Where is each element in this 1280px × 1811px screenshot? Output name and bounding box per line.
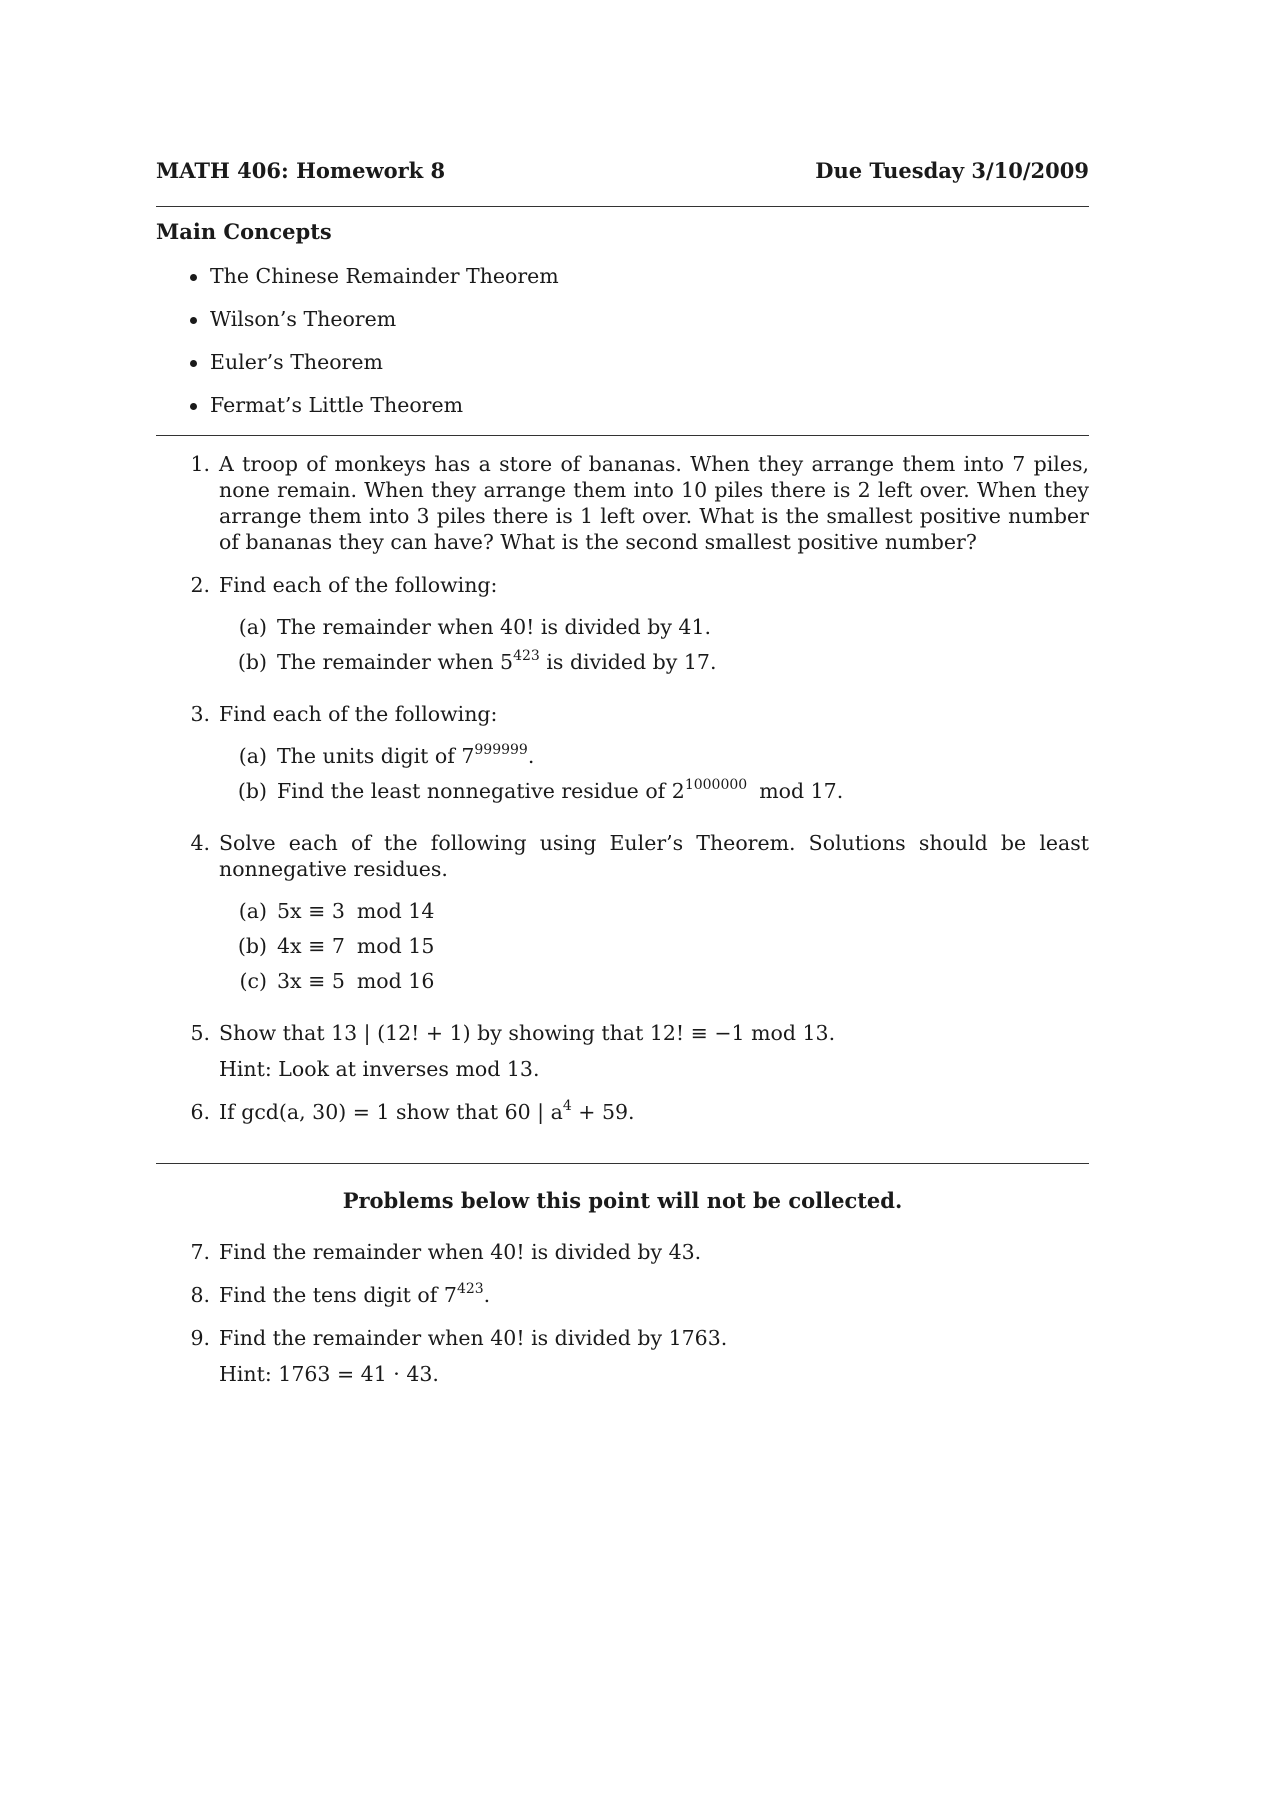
page-header [156,158,1089,188]
concept-item: Euler’s Theorem [156,349,1089,375]
problem-list [156,451,1089,1125]
not-collected-note: Problems below this point will not be collected. [342,1188,903,1213]
problem-number: 5. [190,1021,210,1045]
concept-item: The Chinese Remainder Theorem [156,263,1089,289]
problem-1 [156,451,1089,555]
exponent: 423 [513,648,540,664]
problem-2 [156,572,1089,684]
problem-8 [156,1282,1089,1308]
exponent: 999999 [474,742,528,758]
subpart-a [219,614,1089,640]
problem-text: Solve each of the following using Euler’s Theorem. Solutions should be least nonnegative residues. [219,831,1089,881]
subpart-list [219,743,1089,804]
problem-7 [156,1239,1089,1265]
congruence: 5x ≡ 3 [277,899,345,923]
course-title: MATH 406: Homework 8 [156,158,446,183]
subpart-label: (b) [237,650,267,674]
subpart-list [219,614,1089,675]
subpart-a [219,743,1089,769]
problem-text: If gcd(a, 30) = 1 show that 60 | $a^4 + 59$. [219,1098,635,1124]
modulus: mod 16 [356,969,435,993]
concepts-list [156,263,1089,418]
subpart-label: (c) [239,969,267,993]
modulus: mod 14 [356,899,435,923]
problem-3 [156,701,1089,813]
subpart-c [219,968,1089,994]
header-divider [156,206,1089,207]
problem-text: Find each of the following: [219,573,498,597]
subpart-b [219,649,1089,675]
subpart-label: (a) [238,899,267,923]
problem-number: 4. [190,831,210,855]
problem-number: 6. [190,1100,210,1124]
problem-number: 2. [190,573,210,597]
subpart-label: (b) [237,934,267,958]
subpart-label: (a) [238,615,267,639]
problem-6 [156,1099,1089,1125]
concept-item: Fermat’s Little Theorem [156,392,1089,418]
subpart-text: The remainder when 40! is divided by 41. [277,615,712,639]
problem-text: Find the remainder when 40! is divided by 43. [219,1240,702,1264]
subpart-b [219,778,1089,804]
problem-text: Find the remainder when 40! is divided by 1763. [219,1326,728,1350]
due-date: Due Tuesday 3/10/2009 [815,158,1089,183]
exponent: 423 [456,1281,484,1297]
exponent: 4 [562,1098,572,1114]
subpart-text: The units digit of $7^{999999}$. [277,742,535,768]
problem-text: Find each of the following: [219,702,498,726]
problem-text: Find the tens digit of $7^{423}$. [219,1281,491,1307]
congruence: 3x ≡ 5 [277,969,345,993]
subpart-text: Find the least nonnegative residue of $2^{1000000}$ mod 17. [277,777,844,803]
problem-hint: Hint: 1763 = 41 · 43. [219,1362,439,1386]
subpart-a [219,898,1089,924]
modulus: mod 15 [356,934,435,958]
congruence: 4x ≡ 7 [277,934,345,958]
problem-number: 3. [190,702,210,726]
problem-5 [156,1020,1089,1082]
subpart-text: The remainder when $5^{423}$ is divided by 17. [277,648,717,674]
problem-9 [156,1325,1089,1387]
homework-page [156,158,1089,1404]
problem-4 [156,830,1089,1003]
problem-number: 1. [190,452,210,476]
subpart-list [219,898,1089,994]
subpart-label: (b) [237,779,267,803]
extra-problem-list [156,1239,1089,1387]
problem-text: A troop of monkeys has a store of bananas. When they arrange them into 7 piles, none remain. When they arrange them into 10 piles there is 2 left over. When they arrange them into 3 piles there is 1 left over. What is the smallest positive number of bananas they can have? What is the second smallest positive number? [219,452,1089,554]
problem-hint: Hint: Look at inverses mod 13. [219,1057,540,1081]
problem-number: 9. [190,1326,210,1350]
subpart-label: (a) [238,744,267,768]
subpart-b [219,933,1089,959]
concepts-title: Main Concepts [156,219,332,244]
problem-number: 8. [190,1283,210,1307]
collection-divider [156,1163,1089,1164]
concepts-divider [156,435,1089,436]
concept-item: Wilson’s Theorem [156,306,1089,332]
exponent: 1000000 [684,777,748,793]
problem-text: Show that 13 | (12! + 1) by showing that 12! ≡ −1 mod 13. [219,1021,836,1045]
problem-number: 7. [190,1240,210,1264]
